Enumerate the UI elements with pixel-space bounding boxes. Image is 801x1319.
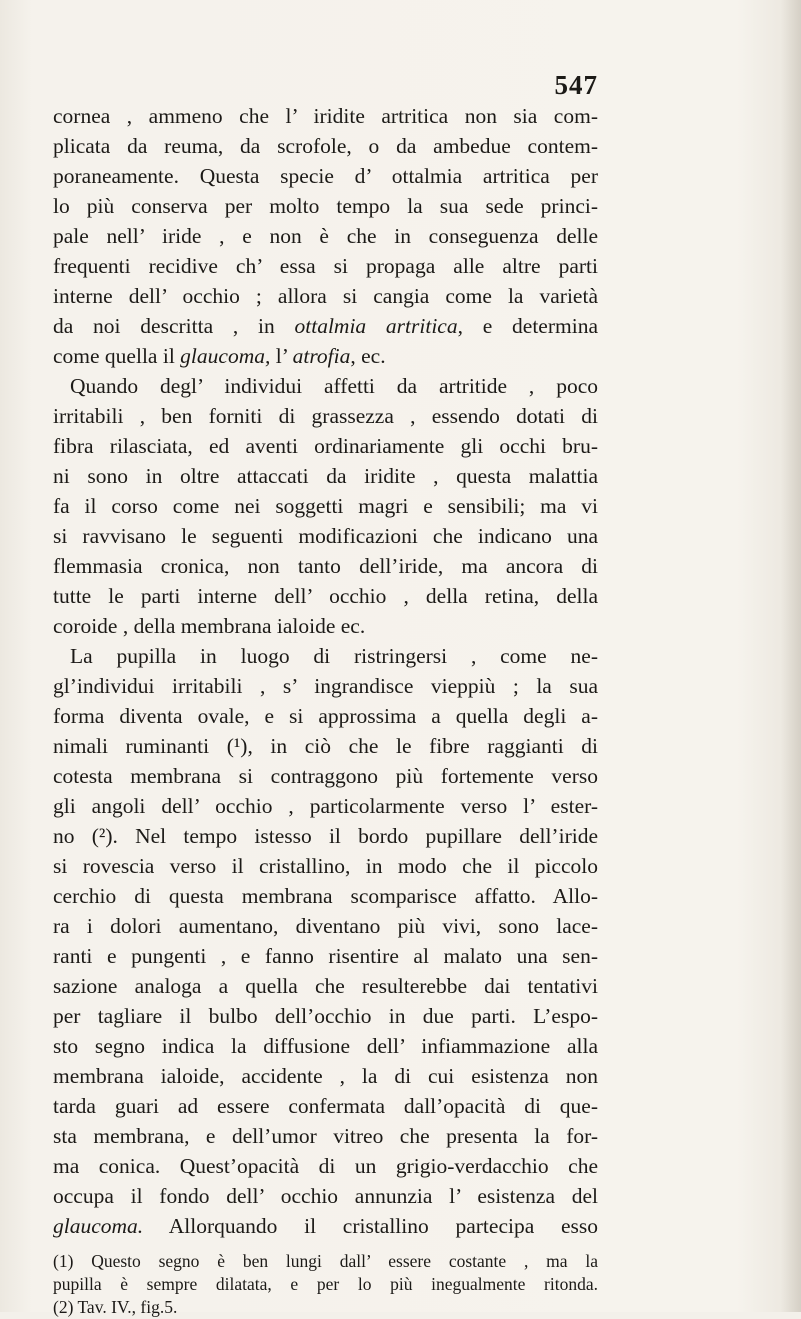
text-line: ranti e pungenti , e fanno risentire al malato una sen-: [53, 944, 598, 968]
text-run: Allorquando il cristallino partecipa esso: [168, 1214, 598, 1238]
text-line: fa il corso come nei soggetti magri e sensibili; ma vi: [53, 494, 598, 518]
text-line: per tagliare il bulbo dell’occhio in due parti. L’espo-: [53, 1004, 598, 1028]
text-run: , e determina: [457, 314, 599, 338]
text-line: gli angoli dell’ occhio , particolarmente verso l’ ester-: [53, 794, 598, 818]
text-line: coroide , della membrana ialoide ec.: [53, 614, 366, 638]
italic-term: glaucoma.: [53, 1214, 144, 1238]
text-run: , ec.: [350, 344, 386, 368]
text-line: sazione analoga a quella che resulterebbe dai tentativi: [53, 974, 598, 998]
text-line: nimali ruminanti (¹), in ciò che le fibre raggianti di: [53, 734, 598, 758]
text-line: cerchio di questa membrana scomparisce affatto. Allo-: [53, 884, 598, 908]
footnote-line: (2) Tav. IV., fig.5.: [53, 1297, 178, 1317]
text-line: flemmasia cronica, non tanto dell’iride, ma ancora di: [53, 554, 598, 578]
text-line: ma conica. Quest’opacità di un grigio-verdacchio che: [53, 1154, 598, 1178]
text-line: irritabili , ben forniti di grassezza , essendo dotati di: [53, 404, 598, 428]
text-line: fibra rilasciata, ed aventi ordinariamente gli occhi bru-: [53, 434, 598, 458]
text-line: tutte le parti interne dell’ occhio , della retina, della: [53, 584, 598, 608]
text-run: da noi descritta , in: [53, 314, 275, 338]
text-line: ni sono in oltre attaccati da iridite , questa malattia: [53, 464, 598, 488]
footnote-line: (1) Questo segno è ben lungi dall’ essere costante , ma la: [53, 1251, 598, 1271]
text-line: ra i dolori aumentano, diventano più vivi, sono lace-: [53, 914, 598, 938]
italic-term: ottalmia artritica: [294, 314, 458, 338]
text-line: occupa il fondo dell’ occhio annunzia l’ esistenza del: [53, 1184, 598, 1208]
text-run: l’: [270, 344, 293, 368]
text-line: gl’individui irritabili , s’ ingrandisce vieppiù ; la sua: [53, 674, 598, 698]
text-line: [53, 311, 598, 341]
text-run: come quella il: [53, 344, 175, 368]
text-line: frequenti recidive ch’ essa si propaga alle altre parti: [53, 254, 598, 278]
text-line: forma diventa ovale, e si approssima a quella degli a-: [53, 704, 598, 728]
italic-term: glaucoma,: [180, 344, 271, 368]
text-line: pale nell’ iride , e non è che in conseguenza delle: [53, 224, 598, 248]
footnote-line: pupilla è sempre dilatata, e per lo più inegualmente ritonda.: [53, 1274, 598, 1294]
page-number: 547: [554, 70, 598, 100]
italic-term: atrofia: [292, 344, 351, 368]
text-line: membrana ialoide, accidente , la di cui esistenza non: [53, 1064, 598, 1088]
text-line: interne dell’ occhio ; allora si cangia come la varietà: [53, 284, 598, 308]
text-line: lo più conserva per molto tempo la sua sede princi-: [53, 194, 598, 218]
paragraph-start-line: La pupilla in luogo di ristringersi , come ne-: [70, 644, 598, 668]
text-line: cotesta membrana si contraggono più fortemente verso: [53, 764, 598, 788]
text-line: si ravvisano le seguenti modificazioni che indicano una: [53, 524, 598, 548]
paragraph-start-line: Quando degl’ individui affetti da artritide , poco: [70, 374, 598, 398]
text-line: cornea , ammeno che l’ iridite artritica non sia com-: [53, 104, 598, 128]
page-edge-shadow: [781, 0, 801, 1312]
text-line: sta membrana, e dell’umor vitreo che presenta la for-: [53, 1124, 598, 1148]
text-line: si rovescia verso il cristallino, in modo che il piccolo: [53, 854, 598, 878]
text-line: poraneamente. Questa specie d’ ottalmia artritica per: [53, 164, 598, 188]
text-line: [53, 1211, 598, 1241]
text-line: no (²). Nel tempo istesso il bordo pupillare dell’iride: [53, 824, 598, 848]
text-line: tarda guari ad essere confermata dall’opacità di que-: [53, 1094, 598, 1118]
text-line: sto segno indica la diffusione dell’ infiammazione alla: [53, 1034, 598, 1058]
text-line: plicata da reuma, da scrofole, o da ambedue contem-: [53, 134, 598, 158]
text-line: [53, 341, 598, 371]
